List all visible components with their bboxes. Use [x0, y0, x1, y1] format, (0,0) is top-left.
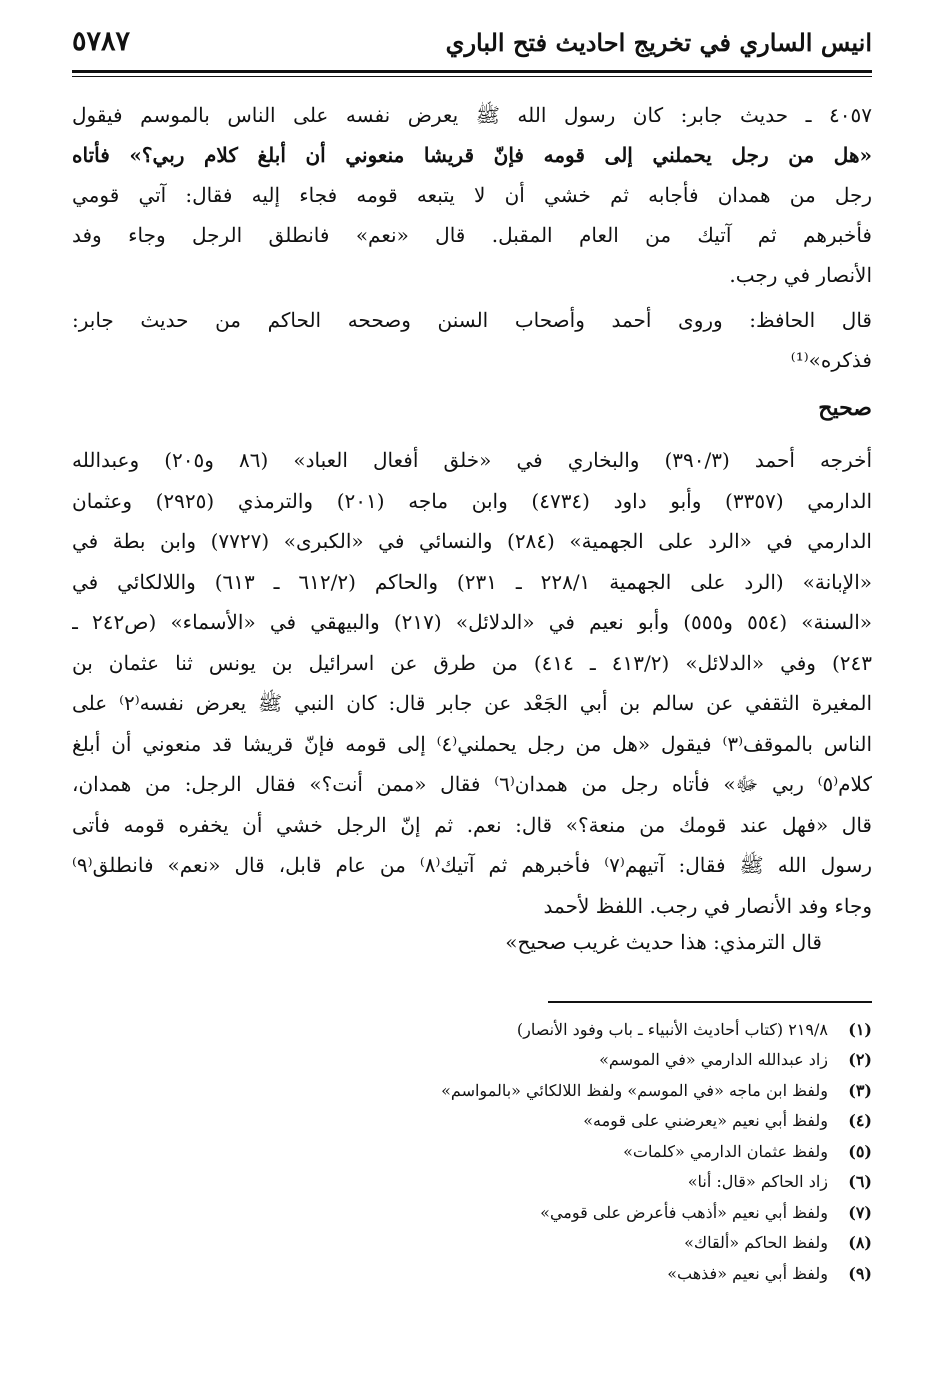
header-rule-thin [72, 76, 872, 77]
footnote-text: زاد عبدالله الدارمي «في الموسم» [599, 1050, 828, 1070]
grade-heading: صحيح [818, 395, 872, 421]
footnote-number: (٤) [848, 1111, 872, 1131]
takhrij-line: كلام⁽٥⁾ ربي ﷻ» فأتاه رجل من همدان⁽٦⁾ فقال «ممن أنت؟» فقال الرجل: من همدان، [72, 772, 872, 796]
footnote [352, 1045, 872, 1076]
page-header [72, 22, 872, 72]
footnote [352, 1136, 872, 1167]
takhrij-line: أخرجه أحمد (٣٩٠/٣) والبخاري في «خلق أفعال العباد» (٨٦ و٢٠٥) وعبدالله [72, 448, 872, 472]
takhrij-line: المغيرة الثقفي عن سالم بن أبي الجَعْد عن جابر قال: كان النبي ﷺ يعرض نفسه⁽٢⁾ على [72, 691, 872, 715]
hadith-paragraph [72, 95, 872, 295]
takhrij-line: رسول الله ﷺ فقال: آتيهم⁽٧⁾ فأخبرهم ثم آتيك⁽٨⁾ من عام قابل، قال «نعم» فانطلق⁽٩⁾ [72, 853, 872, 877]
takhrij-line: «السنة» (٥٥٤ و٥٥٥) وأبو نعيم في «الدلائل» (٢١٧) والبيهقي في «الأسماء» (ص٢٤٢ ـ [72, 610, 872, 634]
footnote-number: (٨) [848, 1233, 872, 1253]
takhrij-paragraph [72, 440, 872, 926]
takhrij-line: وجاء وفد الأنصار في رجب. اللفظ لأحمد [543, 893, 872, 918]
hafiz-line: فذكره»⁽¹⁾ [790, 348, 872, 372]
takhrij-line: الناس بالموقف⁽٣⁾ فيقول «هل من رجل يحملني⁽٤⁾ إلى قومه فإنّ قريشا قد منعوني أن أبلغ [72, 731, 872, 756]
footnote [352, 1228, 872, 1259]
hadith-line: «هل من رجل يحملني إلى قومه فإنّ قريشا منعوني أن أبلغ كلام ربي؟» فأتاه [72, 143, 872, 167]
footnote [352, 1167, 872, 1198]
hadith-line: رجل من همدان فأجابه ثم خشي أن لا يتبعه قومه فجاء إليه فقال: آتي قومي [72, 183, 872, 207]
footnote-number: (٢) [848, 1050, 872, 1070]
footnote-number: (٥) [848, 1141, 872, 1161]
footnote [352, 1075, 872, 1106]
footnote-text: زاد الحاكم «قال: أنا» [687, 1172, 828, 1192]
takhrij-line: «الإبانة» (الرد على الجهمية ٢٢٨/١ ـ ٢٣١) والحاكم (٦١٢/٢ ـ ٦١٣) واللالكائي في [72, 569, 872, 594]
hadith-line: فأخبرهم ثم آتيك من العام المقبل. قال «نعم» فانطلق الرجل وجاء وفد [72, 223, 872, 247]
footnote-number: (٣) [848, 1080, 872, 1100]
hadith-line: ٤٠٥٧ ـ حديث جابر: كان رسول الله ﷺ يعرض نفسه على الناس بالموسم فيقول [72, 103, 872, 127]
takhrij-line: ٢٤٣) وفي «الدلائل» (٤١٣/٢ ـ ٤١٤) من طرق عن اسرائيل بن يونس ثنا عثمان بن [72, 650, 872, 675]
footnote [352, 1197, 872, 1228]
hafiz-line: قال الحافظ: وروى أحمد وأصحاب السنن وصححه الحاكم من حديث جابر: [72, 308, 872, 332]
tirmidhi-verdict: قال الترمذي: هذا حديث غريب صحيح» [505, 930, 822, 954]
footnote-separator [548, 1001, 872, 1003]
page-number: ٥٧٨٧ [72, 26, 131, 57]
footnote [352, 1258, 872, 1289]
footnote-text: ٢١٩/٨ (كتاب أحاديث الأنبياء ـ باب وفود الأنصار) [516, 1019, 828, 1039]
footnote-text: ولفظ أبي نعيم «فذهب» [667, 1263, 828, 1283]
hadith-line: الأنصار في رجب. [729, 263, 872, 287]
footnote [352, 1014, 872, 1045]
footnote-text: ولفظ ابن ماجه «في الموسم» ولفظ اللالكائي «بالمواسم» [441, 1080, 828, 1100]
footnote-number: (٧) [848, 1202, 872, 1222]
hafiz-paragraph [72, 300, 872, 380]
footnote [352, 1106, 872, 1137]
running-title: انيس الساري في تخريج احاديث فتح الباري [445, 28, 872, 57]
footnote-number: (٩) [848, 1263, 872, 1283]
footnote-number: (١) [848, 1019, 872, 1039]
footnote-text: ولفظ أبي نعيم «يعرضني على قومه» [583, 1111, 828, 1131]
footnotes [352, 1014, 872, 1289]
footnote-text: ولفظ الحاكم «ألقاك» [684, 1233, 828, 1253]
footnote-text: ولفظ أبي نعيم «أذهب فأعرض على قومي» [540, 1202, 828, 1222]
takhrij-line: قال «فهل عند قومك من منعة؟» قال: نعم. ثم إنّ الرجل خشي أن يخفره قومه فأتى [72, 812, 872, 837]
takhrij-line: الدارمي (٣٣٥٧) وأبو داود (٤٧٣٤) وابن ماجه (٢٠١) والترمذي (٢٩٢٥) وعثمان [72, 488, 872, 513]
footnote-number: (٦) [848, 1172, 872, 1192]
header-rule [72, 70, 872, 73]
takhrij-line: الدارمي في «الرد على الجهمية» (٢٨٤) والنسائي في «الكبرى» (٧٧٢٧) وابن بطة في [72, 529, 872, 553]
footnote-text: ولفظ عثمان الدارمي «كلمات» [623, 1141, 828, 1161]
